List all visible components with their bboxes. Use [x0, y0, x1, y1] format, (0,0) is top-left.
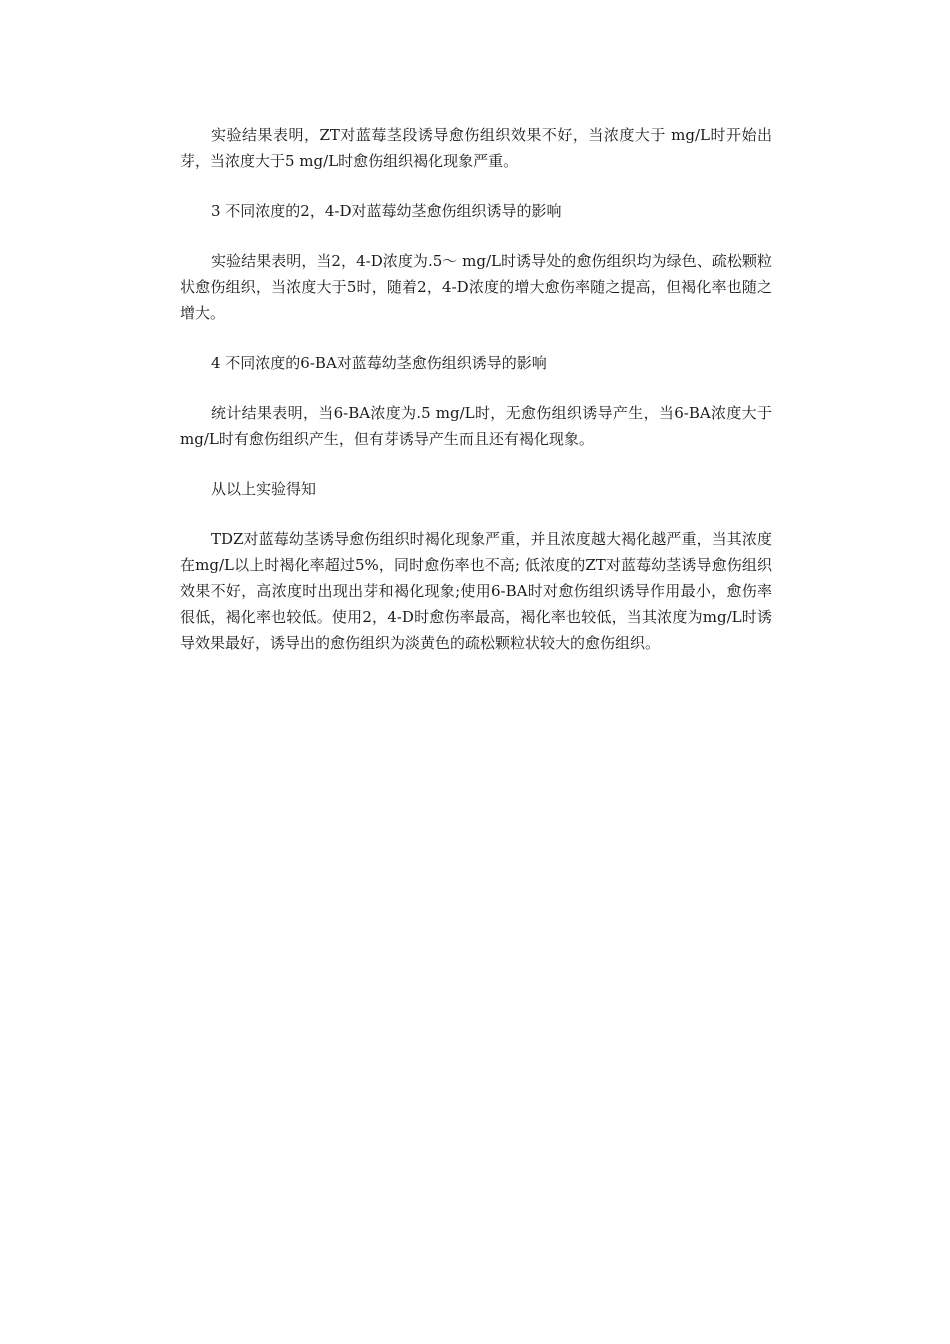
- paragraph-zt-results: 实验结果表明，ZT对蓝莓茎段诱导愈伤组织效果不好，当浓度大于 mg/L时开始出芽，当浓度大于5 mg/L时愈伤组织褐化现象严重。: [180, 126, 772, 170]
- paragraph-gap: [180, 376, 772, 400]
- conclusion-heading: 从以上实验得知: [211, 480, 317, 498]
- section-heading-4: 4 不同浓度的6-BA对蓝莓幼茎愈伤组织诱导的影响: [211, 354, 547, 372]
- paragraph-6ba-results: 统计结果表明，当6-BA浓度为.5 mg/L时，无愈伤组织诱导产生，当6-BA浓度大于mg/L时有愈伤组织产生，但有芽诱导产生而且还有褐化现象。: [180, 404, 772, 448]
- paragraph-gap: [180, 452, 772, 476]
- section-heading-3: 3 不同浓度的2，4-D对蓝莓幼茎愈伤组织诱导的影响: [211, 202, 562, 220]
- paragraph-gap: [180, 174, 772, 198]
- paragraph-gap: [180, 224, 772, 248]
- paragraph-conclusion: TDZ对蓝莓幼茎诱导愈伤组织时褐化现象严重，并且浓度越大褐化越严重，当其浓度在mg/L以上时褐化率超过5%，同时愈伤率也不高; 低浓度的ZT对蓝莓幼茎诱导愈伤组织效果不好，高浓度时出现出芽和褐化现象;使用6-BA时对愈伤组织诱导作用最小，愈伤率很低，褐化率也较低。使用2，4-D时愈伤率最高，褐化率也较低，当其浓度为mg/L时诱导效果最好，诱导出的愈伤组织为淡黄色的疏松颗粒状较大的愈伤组织。: [180, 530, 772, 652]
- paragraph-gap: [180, 326, 772, 350]
- paragraph-24d-results: 实验结果表明，当2，4-D浓度为.5～ mg/L时诱导处的愈伤组织均为绿色、疏松颗粒状愈伤组织，当浓度大于5时，随着2，4-D浓度的增大愈伤率随之提高，但褐化率也随之增大。: [180, 252, 772, 322]
- paragraph-gap: [180, 502, 772, 526]
- document-page: [180, 122, 772, 656]
